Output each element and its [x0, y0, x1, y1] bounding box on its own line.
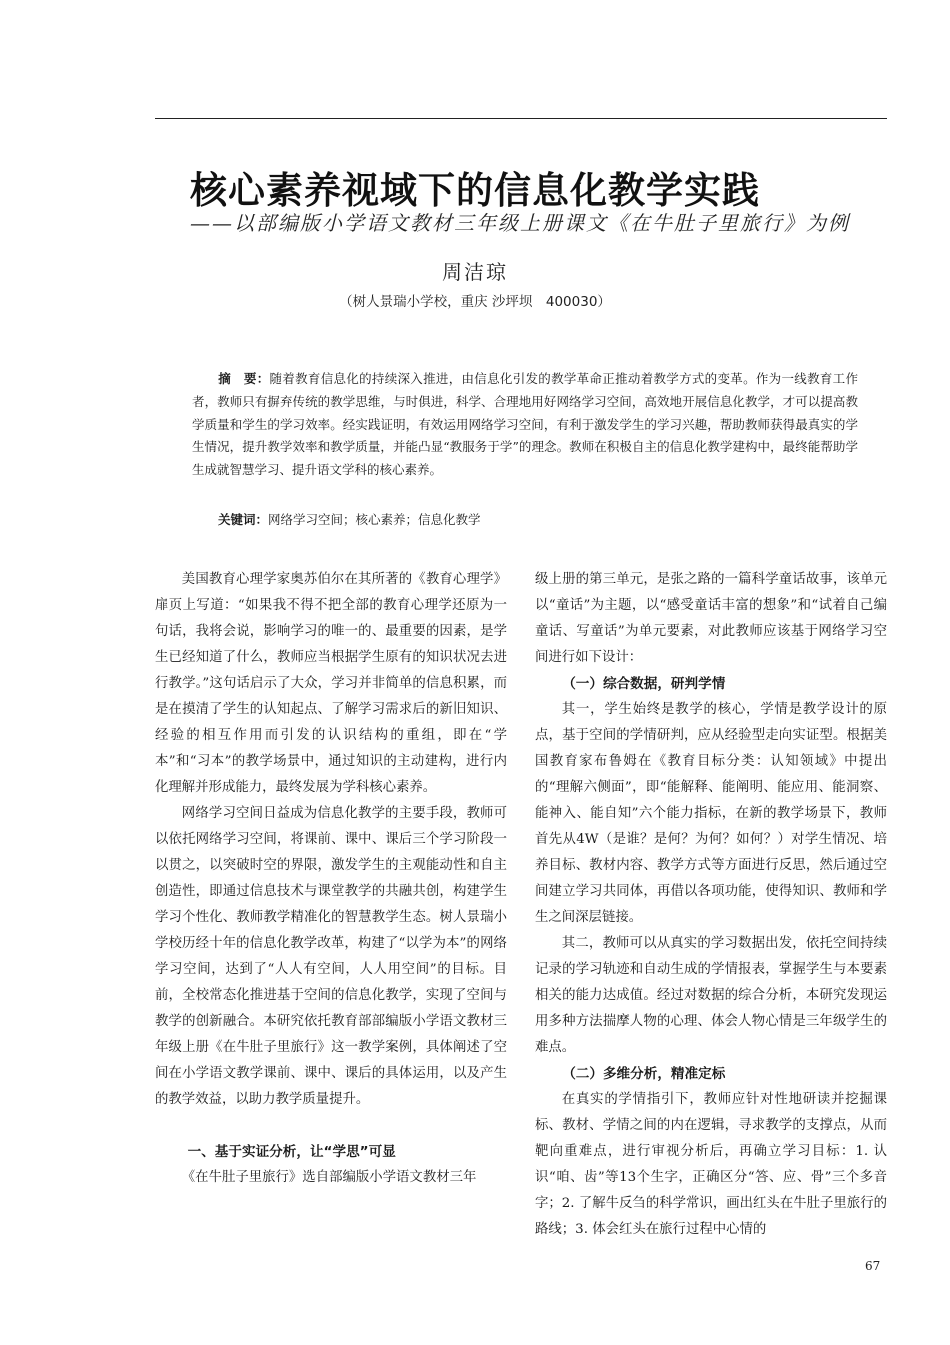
abstract-text: 随着教育信息化的持续深入推进，由信息化引发的教学革命正推动着教学方式的变革。作为一线教育工作者，教师只有摒弃传统的教学思维，与时俱进，科学、合理地用好网络学习空间，高效地开展信息化教学，才可以提高教学质量和学生的学习效率。经实践证明，有效运用网络学习空间，有利于激发学生的学习兴趣，帮助教师获得最真实的学生情况，提升教学效率和教学质量，并能凸显“教服务于学”的理念。教师在积极自主的信息化教学建构中，最终能帮助学生成就智慧学习、提升语文学科的核心素养。 [192, 371, 858, 478]
abstract [192, 368, 858, 482]
left-paragraph-2: 网络学习空间日益成为信息化教学的主要手段，教师可以依托网络学习空间，将课前、课中、课后三个学习阶段一以贯之，以突破时空的界限，激发学生的主观能动性和自主创造性，即通过信息技术与课堂教学的共融共创，构建学生学习个性化、教师教学精准化的智慧教学生态。树人景瑞小学校历经十年的信息化教学改革，构建了“以学为本”的网络学习空间，达到了“人人有空间，人人用空间”的目标。目前，全校常态化推进基于空间的信息化教学，实现了空间与教学的创新融合。本研究依托教育部部编版小学语文教材三年级上册《在牛肚子里旅行》这一教学案例，具体阐述了空间在小学语文教学课前、课中、课后的具体运用，以及产生的教学效益，以助力教学质量提升。 [155, 806, 507, 1107]
subsection-2-heading: （二）多维分析，精准定标 [562, 1066, 726, 1082]
author-name: 周洁琼 [442, 260, 508, 284]
page-number: 67 [865, 1259, 881, 1273]
keywords-text: 网络学习空间；核心素养；信息化教学 [268, 512, 481, 527]
left-paragraph-3: 《在牛肚子里旅行》选自部编版小学语文教材三年 [181, 1170, 477, 1185]
right-paragraph-4: 在真实的学情指引下，教师应针对性地研读并挖掘课标、教材、学情之间的内在逻辑，寻求教学的支撑点，从而靶向重难点，进行审视分析后，再确立学习目标：1. 认识“咱、齿”等13个生字，正确区分“答、应、骨”三个多音字；2. 了解牛反刍的科学常识，画出红头在牛肚子里旅行的路线；3. 体会红头在旅行过程中心情的 [535, 1092, 887, 1237]
right-column [535, 567, 887, 1243]
subsection-1-heading: （一）综合数据，研判学情 [562, 676, 726, 692]
keywords [218, 510, 858, 528]
right-paragraph-2: 其一，学生始终是教学的核心，学情是教学设计的原点，基于空间的学情研判，应从经验型走向实证型。根据美国教育家布鲁姆在《教育目标分类：认知领域》中提出的“理解六侧面”，即“能解释、能阐明、能应用、能洞察、能神入、能自知”六个能力指标，在新的教学场景下，教师首先从4W（是谁？是何？为何？如何？）对学生情况、培养目标、教材内容、教学方式等方面进行反思，然后通过空间建立学习共同体，再借以各项功能，使得知识、教师和学生之间深层链接。 [535, 702, 887, 925]
author-affiliation: （树人景瑞小学校，重庆 沙坪坝 400030） [339, 294, 611, 310]
right-paragraph-3: 其二，教师可以从真实的学习数据出发，依托空间持续记录的学习轨迹和自动生成的学情报表，掌握学生与本要素相关的能力达成值。经过对数据的综合分析，本研究发现运用多种方法揣摩人物的心理、体会人物心情是三年级学生的难点。 [535, 936, 887, 1055]
abstract-label: 摘 要： [218, 371, 270, 386]
section-1-heading: 一、基于实证分析，让“学思”可显 [187, 1144, 396, 1160]
article-title: 核心素养视域下的信息化教学实践 [190, 169, 760, 212]
left-paragraph-1: 美国教育心理学家奥苏伯尔在其所著的《教育心理学》扉页上写道：“如果我不得不把全部的教育心理学还原为一句话，我将会说，影响学习的唯一的、最重要的因素，是学生已经知道了什么，教师应当根据学生原有的知识状况去进行教学。”这句话启示了大众，学习并非简单的信息积累，而是在摸清了学生的认知起点、了解学习需求后的新旧知识、经验的相互作用而引发的认识结构的重组，即在“学本”和“习本”的教学场景中，通过知识的主动建构，进行内化理解并形成能力，最终发展为学科核心素养。 [155, 572, 507, 795]
keywords-label: 关键词： [218, 512, 269, 527]
top-rule [155, 118, 887, 119]
right-paragraph-1: 级上册的第三单元，是张之路的一篇科学童话故事，该单元以“童话”为主题，以“感受童话丰富的想象”和“试着自己编童话、写童话”为单元要素，对此教师应该基于网络学习空间进行如下设计： [535, 572, 887, 665]
article-subtitle: ——以部编版小学语文教材三年级上册课文《在牛肚子里旅行》为例 [190, 211, 850, 235]
left-column [155, 567, 507, 1191]
